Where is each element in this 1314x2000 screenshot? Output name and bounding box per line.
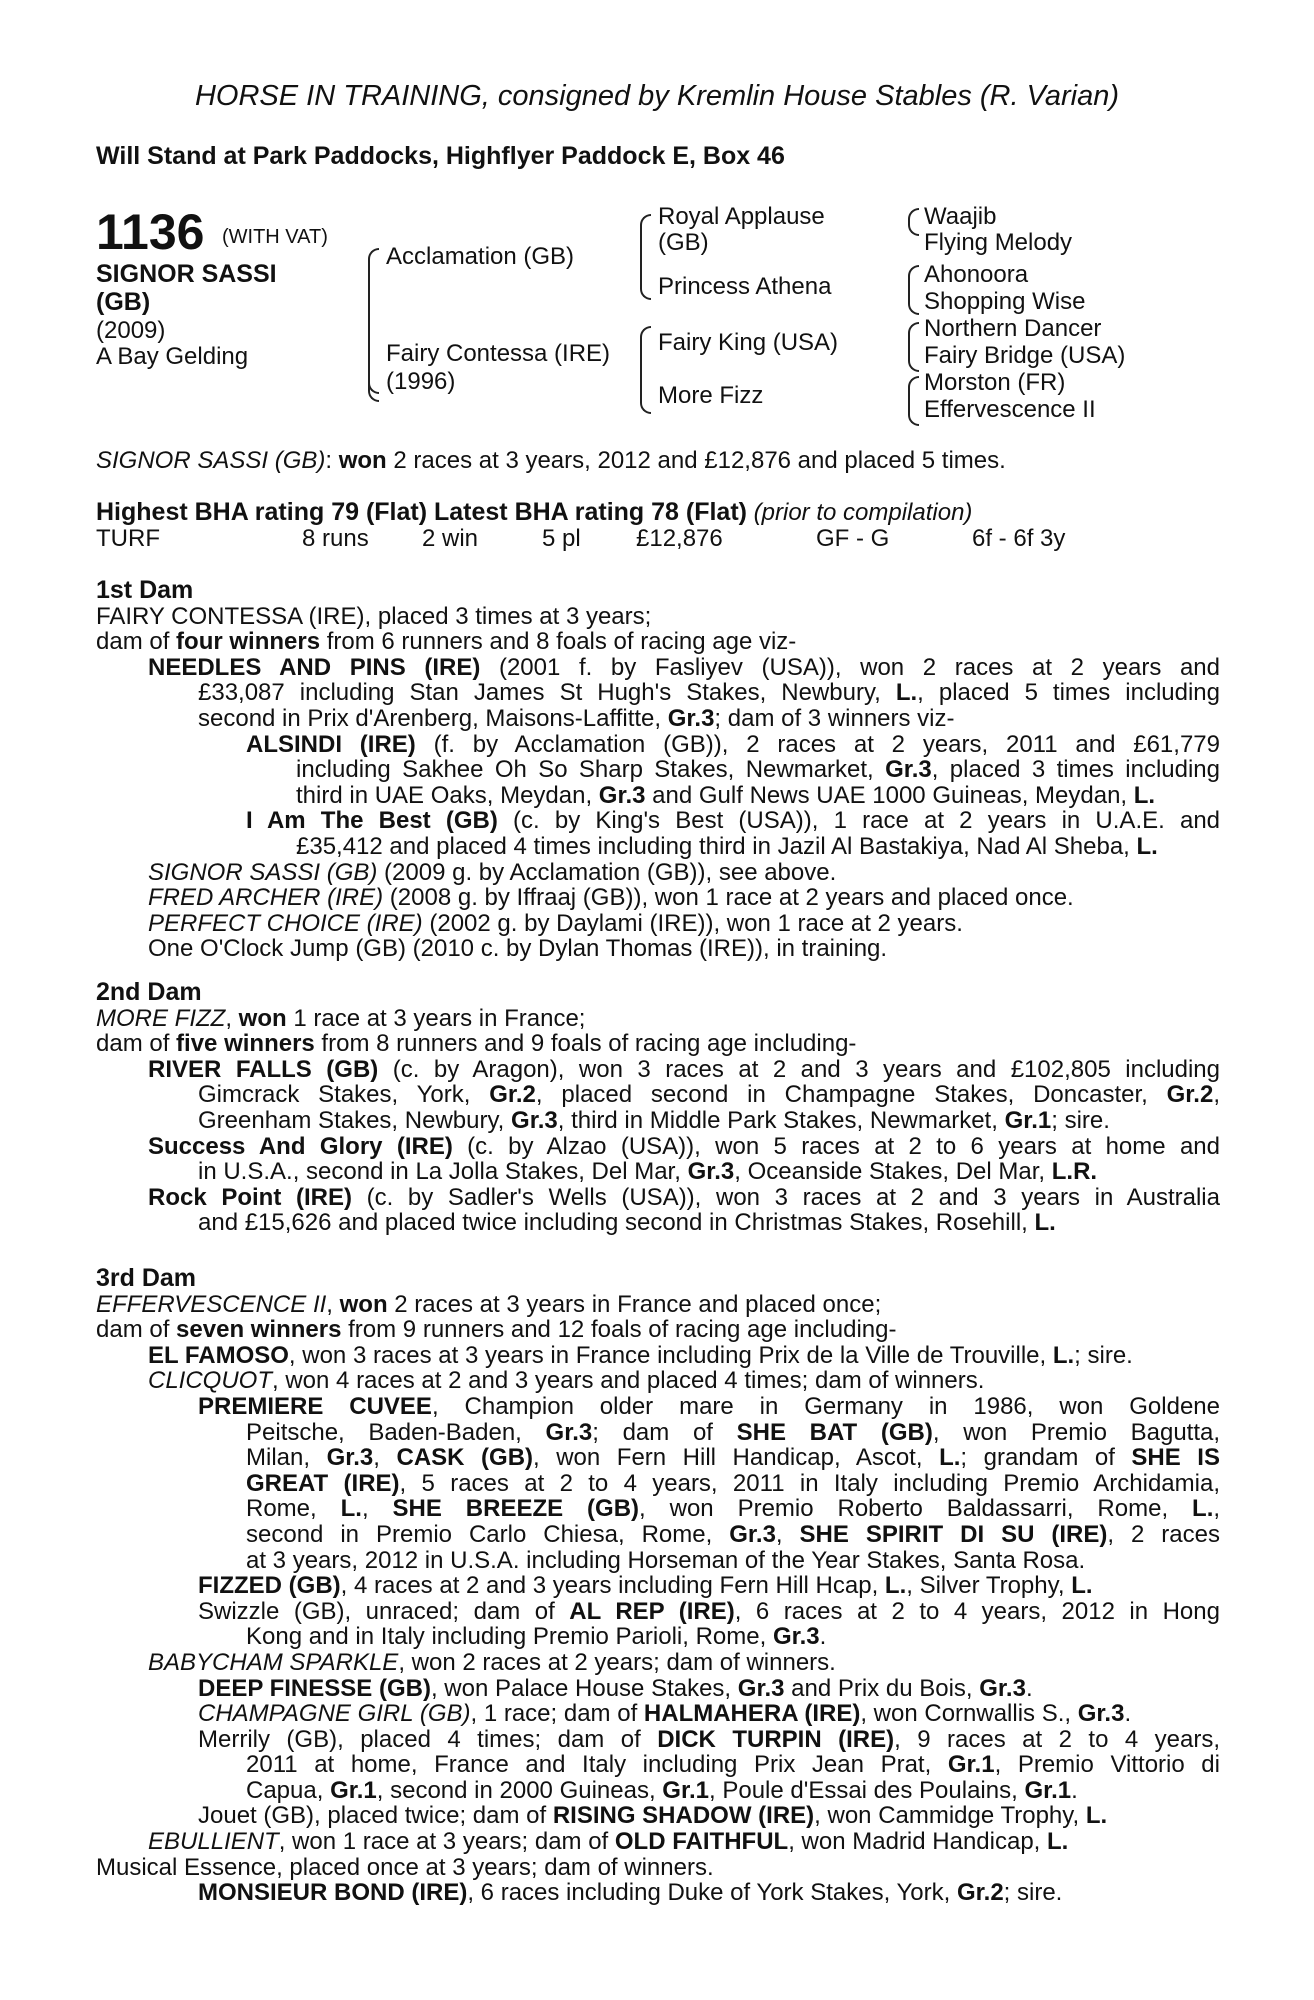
list-item: SIGNOR SASSI (GB) (2009 g. by Acclamation (GB)), see above. [148,858,837,886]
perf-distance: 6f - 6f 3y [972,525,1066,552]
perf-wins: 2 win [422,525,479,552]
ancestor-dss: Northern Dancer [924,315,1102,342]
page-header: HORSE IN TRAINING, consigned by Kremlin House Stables (R. Varian) [194,80,1120,112]
list-item: FRED ARCHER (IRE) (2008 g. by Iffraaj (GB)), won 1 race at 2 years and placed once. [148,884,1074,912]
section-heading: 1st Dam [96,576,194,604]
dam-sire: Fairy King (USA) [658,329,839,356]
list-item: Swizzle (GB), unraced; dam of AL REP (IRE), 6 races at 2 to 4 years, 2012 in Hong [198,1597,1220,1625]
horse-country: (GB) [96,288,151,316]
vat-note: (WITH VAT) [222,226,328,248]
list-item: Merrily (GB), placed 4 times; dam of DICK TURPIN (IRE), 9 races at 2 to 4 years, [198,1725,1221,1753]
foaling-year: (2009) [96,317,166,344]
brace-dd [908,376,919,426]
brace-ds [908,322,919,372]
list-item: EBULLIENT, won 1 race at 3 years; dam of OLD FAITHFUL, won Madrid Handicap, L. [148,1828,1069,1856]
list-item: EL FAMOSO, won 3 races at 3 years in France including Prix de la Ville de Trouville, L.; sire. [148,1341,1133,1369]
stand-location: Will Stand at Park Paddocks, Highflyer Paddock E, Box 46 [96,142,785,170]
list-item: PREMIERE CUVEE, Champion older mare in Germany in 1986, won Goldene [198,1392,1221,1420]
perf-placed: 5 pl [542,525,581,552]
race-summary: SIGNOR SASSI (GB): won 2 races at 3 years, 2012 and £12,876 and placed 5 times. [96,447,1006,474]
bha-rating: Highest BHA rating 79 (Flat) Latest BHA rating 78 (Flat) (prior to compilation) [96,498,973,526]
list-item: Jouet (GB), placed twice; dam of RISING SHADOW (IRE), won Cammidge Trophy, L. [198,1802,1108,1830]
sire-sire: Royal Applause [658,203,825,230]
third-dam-section: 3rd Dam EFFERVESCENCE II, won 2 races at 3 years in France and placed once; dam of seven winners from 9 runners and 12 foals of racing age including- EL FAMOSO, won 3 races at 3 years in France including Prix de la Ville de Trouville, L.; sire. CLICQUOT, won 4 races at 2 and 3 years and placed 4 times; dam of winners. PREMIERE CUVEE, Champion older mare in Germany in 1986, won Goldene Peitsche, Baden-Baden, Gr.3; dam of SHE BAT (GB), won Premio Bagutta, Milan, Gr.3, CASK (GB), won Fern Hill Handicap, Ascot, L.; grandam of SHE IS GREAT (IRE), 5 races at 2 to 4 years, 2011 in Italy including Premio Archidamia, Rome, L., SHE BREEZE (GB), won Premio Roberto Baldassarri, Rome, L., second in Premio Carlo Chiesa, Rome, Gr.3, SHE SPIRIT DI SU (IRE), 2 races at 3 years, 2012 in U.S.A. including Horseman of the Year Stakes, Santa Rosa. FIZZED (GB), 4 races at 2 and 3 years including Fern Hill Hcap, L., Silver Trophy, L. Swizzle (GB), unraced; dam of AL REP (IRE), 6 races at 2 to 4 years, 2012 in Hong Kong and in Italy including Premio Parioli, Rome, Gr.3. BABYCHAM SPARKLE, won 2 races at 2 years; dam of winners. DEEP FINESSE (GB), won Palace House Stakes, Gr.3 and Prix du Bois, Gr.3. CHAMPAGNE GIRL (GB), 1 race; dam of HALMAHERA (IRE), won Cornwallis S., Gr.3. Merrily (GB), placed 4 times; dam of DICK TURPIN (IRE), 9 races at 2 to 4 years, 2011 at home, France and Italy including Prix Jean Prat, Gr.1, Premio Vittorio di Capua, Gr.1, second in 2000 Guineas, Gr.1, Poule d'Essai des Poulains, Gr.1. Jouet (GB), placed twice; dam of RISING SHADOW (IRE), won Cammidge Trophy, L. EBULLIENT, won 1 race at 3 years; dam of OLD FAITHFUL, won Madrid Handicap, L. Musical Essence, placed once at 3 years; dam of winners. MONSIEUR BOND (IRE), 6 races including Duke of York Stakes, York, Gr.2; sire. [96,1264,1221,1907]
ancestor-dds: Morston (FR) [924,369,1066,396]
first-dam-section: 1st Dam FAIRY CONTESSA (IRE), placed 3 times at 3 years; dam of four winners from 6 runners and 8 foals of racing age viz- NEEDLES AND PINS (IRE) (2001 f. by Fasliyev (USA)), won 2 races at 2 years and £33,087 including Stan James St Hugh's Stakes, Newbury, L., placed 5 times including second in Prix d'Arenberg, Maisons-Laffitte, Gr.3; dam of 3 winners viz- ALSINDI (IRE) (f. by Acclamation (GB)), 2 races at 2 years, 2011 and £61,779 including Sakhee Oh So Sharp Stakes, Newmarket, Gr.3, placed 3 times including third in UAE Oaks, Meydan, Gr.3 and Gulf News UAE 1000 Guineas, Meydan, L. I Am The Best (GB) (c. by King's Best (USA)), 1 race at 2 years in U.A.E. and £35,412 and placed 4 times including third in Jazil Al Bastakiya, Nad Al Sheba, L. SIGNOR SASSI (GB) (2009 g. by Acclamation (GB)), see above. FRED ARCHER (IRE) (2008 g. by Iffraaj (GB)), won 1 race at 2 years and placed once. PERFECT CHOICE (IRE) (2002 g. by Daylami (IRE)), won 1 race at 2 years. One O'Clock Jump (GB) (2010 c. by Dylan Thomas (IRE)), in training. [96,576,1221,963]
ancestor-sds: Ahonoora [924,261,1029,288]
list-item: DEEP FINESSE (GB), won Palace House Stakes, Gr.3 and Prix du Bois, Gr.3. [198,1674,1033,1702]
dam: Fairy Contessa (IRE) [386,340,611,367]
list-item: Success And Glory (IRE) (c. by Alzao (USA)), won 5 races at 2 to 6 years at home and [148,1132,1220,1160]
section-heading: 3rd Dam [96,1264,197,1292]
ancestor-sdd: Shopping Wise [924,288,1086,315]
perf-going: GF - G [816,525,890,552]
perf-runs: 8 runs [302,525,369,552]
perf-surface: TURF [96,525,160,552]
pedigree-brace-sire [640,214,651,300]
list-item: NEEDLES AND PINS (IRE) (2001 f. by Fasliyev (USA)), won 2 races at 2 years and [148,653,1220,681]
second-dam-section: 2nd Dam MORE FIZZ, won 1 race at 3 years in France; dam of five winners from 8 runners and 9 foals of racing age including- RIVER FALLS (GB) (c. by Aragon), won 3 races at 2 and 3 years and £102,805 including Gimcrack Stakes, York, Gr.2, placed second in Champagne Stakes, Doncaster, Gr.2, Greenham Stakes, Newbury, Gr.3, third in Middle Park Stakes, Newmarket, Gr.1; sire. Success And Glory (IRE) (c. by Alzao (USA)), won 5 races at 2 to 6 years at home and in U.S.A., second in La Jolla Stakes, Del Mar, Gr.3, Oceanside Stakes, Del Mar, L.R. Rock Point (IRE) (c. by Sadler's Wells (USA)), won 3 races at 2 and 3 years in Australia and £15,626 and placed twice including second in Christmas Stakes, Rosehill, L. [96,978,1221,1237]
pedigree-brace-main-tail [368,358,379,402]
list-item: CLICQUOT, won 4 races at 2 and 3 years and placed 4 times; dam of winners. [148,1367,985,1395]
dam-dam: More Fizz [658,382,764,409]
list-item: Musical Essence, placed once at 3 years; dam of winners. [96,1853,714,1881]
list-item: BABYCHAM SPARKLE, won 2 races at 2 years; dam of winners. [148,1648,836,1676]
performance-row [96,526,1220,552]
list-item: Rock Point (IRE) (c. by Sadler's Wells (USA)), won 3 races at 2 and 3 years in Australia [148,1183,1220,1211]
dam-year: (1996) [386,368,456,395]
sire: Acclamation (GB) [386,243,575,270]
list-item: One O'Clock Jump (GB) (2010 c. by Dylan Thomas (IRE)), in training. [148,935,888,963]
lot-number: 1136 [96,204,205,260]
sire-dam: Princess Athena [658,273,832,300]
perf-earnings: £12,876 [636,525,723,552]
list-item: I Am The Best (GB) (c. by King's Best (USA)), 1 race at 2 years in U.A.E. and [246,807,1221,835]
brace-sd [908,265,919,315]
pedigree-brace-dam [640,326,651,414]
list-item: PERFECT CHOICE (IRE) (2002 g. by Daylami (IRE)), won 1 race at 2 years. [148,909,963,937]
brace-ss [908,208,919,236]
horse-name: SIGNOR SASSI [96,260,277,288]
list-item: FIZZED (GB), 4 races at 2 and 3 years including Fern Hill Hcap, L., Silver Trophy, L. [198,1572,1093,1600]
list-item: CHAMPAGNE GIRL (GB), 1 race; dam of HALMAHERA (IRE), won Cornwallis S., Gr.3. [198,1700,1132,1728]
list-item: MONSIEUR BOND (IRE), 6 races including Duke of York Stakes, York, Gr.2; sire. [198,1879,1063,1907]
horse-description: A Bay Gelding [96,343,249,370]
ancestor-ddd: Effervescence II [924,396,1096,423]
list-item: ALSINDI (IRE) (f. by Acclamation (GB)), 2 races at 2 years, 2011 and £61,779 [246,730,1220,758]
ancestor-sss: Waajib [924,203,997,230]
ancestor-ssd: Flying Melody [924,229,1073,256]
ancestor-dsd: Fairy Bridge (USA) [924,342,1126,369]
sire-sire-country: (GB) [658,229,709,256]
section-heading: 2nd Dam [96,978,202,1006]
list-item: RIVER FALLS (GB) (c. by Aragon), won 3 races at 2 and 3 years and £102,805 including [148,1055,1221,1083]
